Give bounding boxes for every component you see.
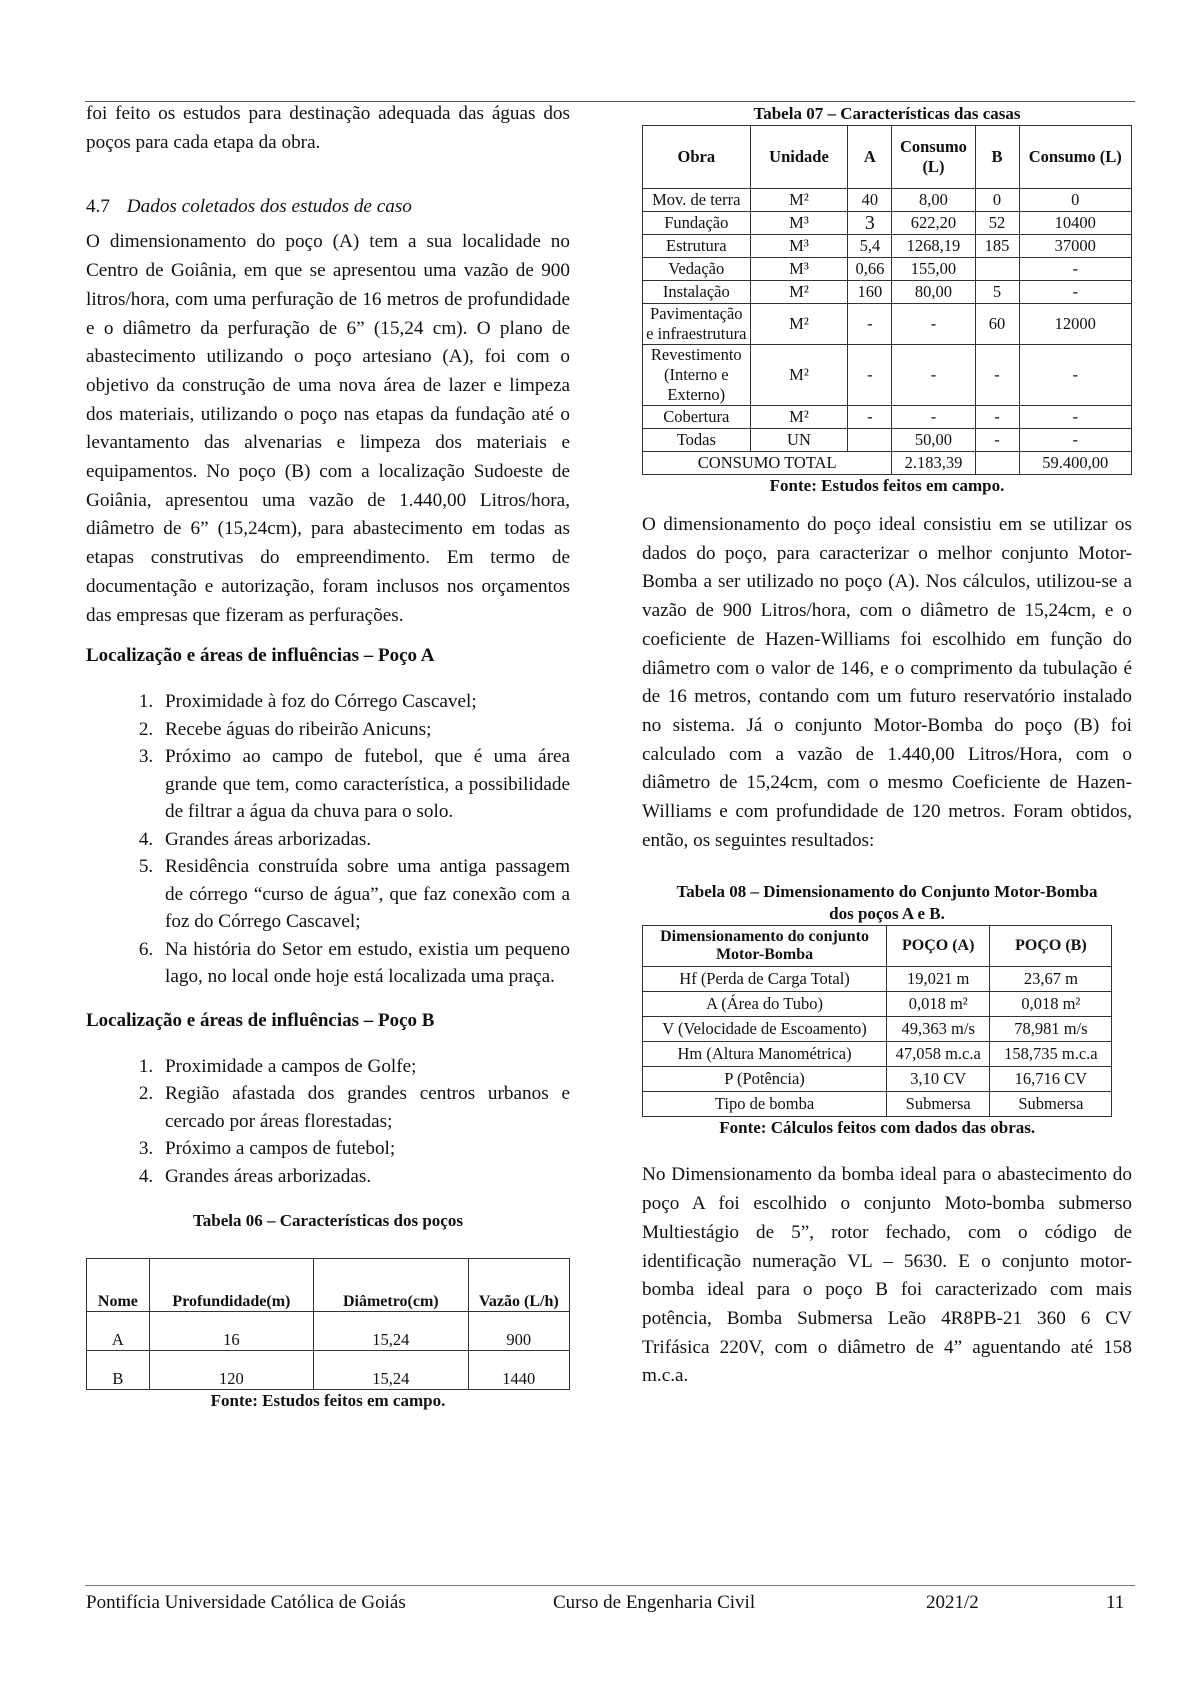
footer-page-number: 11 — [1106, 1592, 1125, 1613]
list-item: 1. Proximidade a campos de Golfe; — [158, 1053, 570, 1081]
table-header: Diâmetro(cm) — [314, 1259, 469, 1312]
table-cell: 78,981 m/s — [990, 1017, 1112, 1042]
table-cell: 80,00 — [892, 281, 975, 304]
table-cell: 0 — [975, 189, 1019, 212]
table-cell: - — [1019, 429, 1132, 452]
table-cell: M² — [750, 281, 848, 304]
table-cell: M³ — [750, 212, 848, 235]
table-cell: UN — [750, 429, 848, 452]
table-row — [643, 1067, 1112, 1092]
table08 — [642, 925, 1112, 1117]
table-cell: M² — [750, 345, 848, 406]
table-cell: P (Potência) — [643, 1067, 887, 1092]
list-item: 4. Grandes áreas arborizadas. — [158, 826, 570, 854]
table-cell: - — [1019, 281, 1132, 304]
table-row — [643, 1042, 1112, 1067]
table-cell: 40 — [848, 189, 892, 212]
table-cell: 50,00 — [892, 429, 975, 452]
section-paragraph: O dimensionamento do poço (A) tem a sua localidade no Centro de Goiânia, em que se apresentou uma vazão de 900 litros/hora, com uma perfuração de 16 metros de profundidade e o diâmetro da perfuração de 6” (15,24 cm). O plano de abastecimento utilizando o poço artesiano (A), foi com o objetivo da construção de uma nova área de lazer e limpeza dos materiais, utilizando o poço nas etapas da fundação até o levantamento das alvenarias e limpeza dos materiais e equipamentos. No poço (B) com a localização Sudoeste de Goiânia, apresentou uma vazão de 1.440,00 Litros/hora, diâmetro de 6” (15,24cm), para abastecimento em todas as etapas construtivas do empreendimento. Em termo de documentação e autorização, foram inclusos nos orçamentos das empresas que fizeram as perfurações. — [86, 231, 570, 626]
table-cell: Submersa — [990, 1092, 1112, 1117]
table-cell: Mov. de terra — [643, 189, 751, 212]
table-cell: 19,021 m — [887, 967, 990, 992]
list-item: 5. Residência construída sobre uma antiga passagem de córrego “curso de água”, que faz conexão com a foz do Córrego Cascavel; — [158, 853, 570, 936]
table-header: Consumo (L) — [1019, 126, 1132, 189]
table08-source: Fonte: Cálculos feitos com dados das obras. — [719, 1118, 1036, 1138]
table-header: Vazão (L/h) — [468, 1259, 569, 1312]
table-cell: Vedação — [643, 258, 751, 281]
paragraph-bomba-ideal: No Dimensionamento da bomba ideal para o abastecimento do poço A foi escolhido o conjunto Moto-bomba submerso Multiestágio de 5”, rotor fechado, com o código de identificação numeração VL – 5630. E o conjunto motor-bomba ideal para o poço B foi caracterizado com mais potência, Bomba Submersa Leão 4R8PB-21 360 6 CV Trifásica 220V, com o diâmetro de 4” aguentando até 158 m.c.a. — [642, 1164, 1132, 1387]
table-cell: M² — [750, 304, 848, 345]
table-cell: 16,716 CV — [990, 1067, 1112, 1092]
table06-caption: Tabela 06 – Características dos poços — [193, 1211, 463, 1231]
table-cell: 12000 — [1019, 304, 1132, 345]
table07-caption: Tabela 07 – Características das casas — [753, 104, 1021, 123]
table-cell: 5,4 — [848, 235, 892, 258]
table-row — [643, 992, 1112, 1017]
table-header: Consumo (L) — [892, 126, 975, 189]
table-row — [643, 967, 1112, 992]
table-cell: - — [848, 345, 892, 406]
table-cell: 23,67 m — [990, 967, 1112, 992]
table-header: B — [975, 126, 1019, 189]
table-cell: Pavimentação e infraestrutura — [643, 304, 751, 345]
table-cell — [975, 258, 1019, 281]
table-cell: - — [1019, 258, 1132, 281]
table-cell: 8,00 — [892, 189, 975, 212]
table-header: Obra — [643, 126, 751, 189]
list-item: 2. Recebe águas do ribeirão Anicuns; — [158, 716, 570, 744]
table-cell: - — [1019, 406, 1132, 429]
table-cell: 16 — [149, 1312, 313, 1351]
table-cell: Hm (Altura Manométrica) — [643, 1042, 887, 1067]
table-cell: - — [848, 406, 892, 429]
table-cell: 160 — [848, 281, 892, 304]
total-label: CONSUMO TOTAL — [643, 452, 892, 475]
list-item: 6. Na história do Setor em estudo, existia um pequeno lago, no local onde hoje está localizada uma praça. — [158, 936, 570, 991]
table-cell: B — [87, 1351, 150, 1390]
footer-course: Curso de Engenharia Civil — [553, 1592, 756, 1613]
table-cell: 15,24 — [314, 1312, 469, 1351]
table-header: Nome — [87, 1259, 150, 1312]
table-row — [643, 345, 1132, 406]
table06-source: Fonte: Estudos feitos em campo. — [210, 1391, 446, 1411]
table-header: Dimensionamento do conjunto Motor-Bomba — [643, 926, 887, 967]
list-item: 3. Próximo a campos de futebol; — [158, 1135, 570, 1163]
table-row — [643, 281, 1132, 304]
table-cell: - — [975, 406, 1019, 429]
table-total-row — [643, 452, 1132, 475]
table-header-row — [87, 1259, 570, 1312]
table-cell: 622,20 — [892, 212, 975, 235]
paragraph-dimensionamento: O dimensionamento do poço ideal consistiu em se utilizar os dados do poço, para caracterizar o melhor conjunto Motor-Bomba a ser utilizado no poço (A). Nos cálculos, utilizou-se a vazão de 900 Litros/hora, com o diâmetro de 15,24cm, e o coeficiente de Hazen-Williams foi escolhido em função do diâmetro com o valor de 146, e o comprimento da tubulação é de 16 metros, contando com um futuro reservatório instalado no sistema. Já o conjunto Motor-Bomba do poço (B) foi calculado com a vazão de 1.440,00 Litros/Hora, com o diâmetro de 15,24cm, com o mesmo Coeficiente de Hazen-Williams e com profundidade de 120 metros. Foram obtidos, então, os seguintes resultados: — [642, 514, 1132, 851]
total-consumo-b: 59.400,00 — [1019, 452, 1132, 475]
table-cell: Tipo de bomba — [643, 1092, 887, 1117]
table-row — [643, 235, 1132, 258]
table07 — [642, 125, 1132, 475]
table-cell: M³ — [750, 258, 848, 281]
poco-b-heading: Localização e áreas de influências – Poço B — [86, 1009, 435, 1031]
table-cell: 158,735 m.c.a — [990, 1042, 1112, 1067]
table-header: A — [848, 126, 892, 189]
table-cell: 155,00 — [892, 258, 975, 281]
table-cell: - — [892, 345, 975, 406]
table-cell: M² — [750, 189, 848, 212]
table-cell: Cobertura — [643, 406, 751, 429]
table06 — [86, 1258, 570, 1390]
table-header: Unidade — [750, 126, 848, 189]
table-cell: - — [1019, 345, 1132, 406]
table-cell: 3 — [848, 212, 892, 235]
table-cell: 0,018 m² — [990, 992, 1112, 1017]
table-cell: 120 — [149, 1351, 313, 1390]
footer-term: 2021/2 — [926, 1592, 979, 1613]
table-cell: 0,66 — [848, 258, 892, 281]
table-row — [643, 1092, 1112, 1117]
table-cell: V (Velocidade de Escoamento) — [643, 1017, 887, 1042]
table08-caption: Tabela 08 – Dimensionamento do Conjunto Motor-Bomba dos poços A e B. — [676, 882, 1098, 924]
table-cell: A (Área do Tubo) — [643, 992, 887, 1017]
list-item: 4. Grandes áreas arborizadas. — [158, 1163, 570, 1191]
table-row — [643, 304, 1132, 345]
left-column — [86, 100, 570, 1412]
table-cell: M³ — [750, 235, 848, 258]
table-cell: 1268,19 — [892, 235, 975, 258]
poco-a-list — [86, 688, 570, 991]
table-row — [643, 429, 1132, 452]
total-b — [975, 452, 1019, 475]
table-cell: 0,018 m² — [887, 992, 990, 1017]
table-row — [87, 1351, 570, 1390]
list-item: 3. Próximo ao campo de futebol, que é uma área grande que tem, como característica, a possibilidade de filtrar a água da chuva para o solo. — [158, 743, 570, 826]
right-column — [642, 103, 1132, 1391]
table07-source: Fonte: Estudos feitos em campo. — [769, 476, 1005, 495]
table-cell: - — [975, 345, 1019, 406]
table-row — [643, 1017, 1112, 1042]
table-cell: 47,058 m.c.a — [887, 1042, 990, 1067]
table-cell: 10400 — [1019, 212, 1132, 235]
table-cell: 60 — [975, 304, 1019, 345]
table-row — [643, 212, 1132, 235]
poco-a-heading: Localização e áreas de influências – Poço A — [86, 645, 435, 667]
table-cell: - — [848, 304, 892, 345]
table-cell: 185 — [975, 235, 1019, 258]
table-cell: M² — [750, 406, 848, 429]
list-item: 2. Região afastada dos grandes centros urbanos e cercado por áreas florestadas; — [158, 1080, 570, 1135]
section-title: Dados coletados dos estudos de caso — [126, 196, 412, 218]
table-row — [643, 189, 1132, 212]
table-header-row — [643, 926, 1112, 967]
table-cell: 0 — [1019, 189, 1132, 212]
footer-institution: Pontifícia Universidade Católica de Goiás — [86, 1592, 406, 1613]
table-row — [643, 258, 1132, 281]
table-cell: Instalação — [643, 281, 751, 304]
table-header: POÇO (A) — [887, 926, 990, 967]
table-row — [87, 1312, 570, 1351]
table-cell: - — [975, 429, 1019, 452]
table-cell: - — [892, 406, 975, 429]
list-item: 1. Proximidade à foz do Córrego Cascavel; — [158, 688, 570, 716]
table-cell: 5 — [975, 281, 1019, 304]
table-header: Profundidade(m) — [149, 1259, 313, 1312]
table-cell: 52 — [975, 212, 1019, 235]
table-row — [643, 406, 1132, 429]
table-cell: 15,24 — [314, 1351, 469, 1390]
table-header-row — [643, 126, 1132, 189]
table-cell: Revestimento (Interno e Externo) — [643, 345, 751, 406]
table-cell: 3,10 CV — [887, 1067, 990, 1092]
table-cell: Estrutura — [643, 235, 751, 258]
table-header: POÇO (B) — [990, 926, 1112, 967]
table-cell: - — [892, 304, 975, 345]
footer-rule — [85, 1585, 1135, 1586]
intro-paragraph: foi feito os estudos para destinação adequada das águas dos poços para cada etapa da obra. — [86, 103, 570, 153]
table-cell: 900 — [468, 1312, 569, 1351]
section-heading — [86, 193, 570, 221]
table-cell: Fundação — [643, 212, 751, 235]
table-cell: Submersa — [887, 1092, 990, 1117]
section-number: 4.7 — [86, 196, 110, 218]
table-cell: 1440 — [468, 1351, 569, 1390]
poco-b-list — [86, 1053, 570, 1191]
table-cell: Todas — [643, 429, 751, 452]
table-cell — [848, 429, 892, 452]
table-cell: 49,363 m/s — [887, 1017, 990, 1042]
total-consumo-a: 2.183,39 — [892, 452, 975, 475]
table-cell: 37000 — [1019, 235, 1132, 258]
table-cell: A — [87, 1312, 150, 1351]
table-cell: Hf (Perda de Carga Total) — [643, 967, 887, 992]
